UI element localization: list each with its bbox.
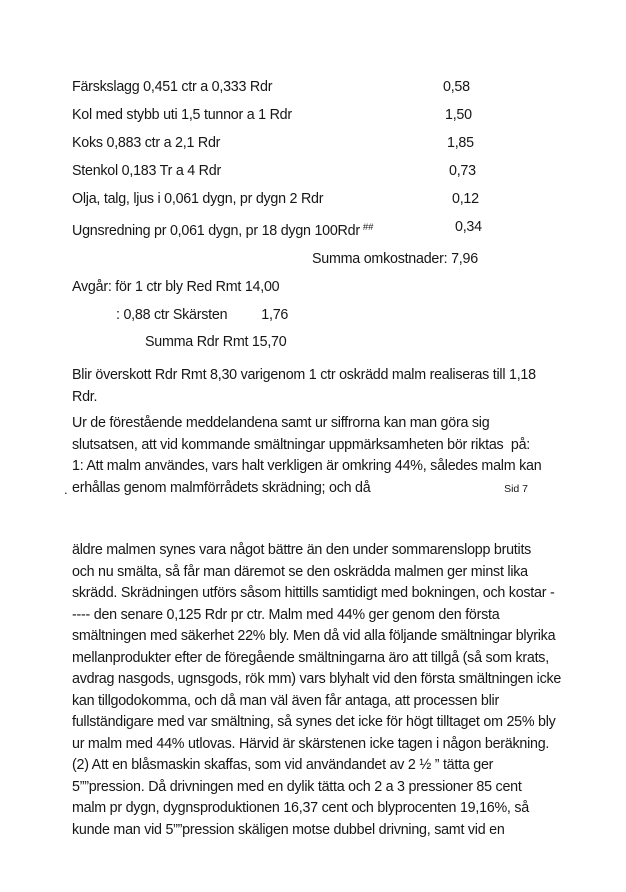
- text-line: mellanprodukter efter de föregående smältningarna äro att tillgå (så som krats,: [72, 649, 549, 666]
- page-number: Sid 7: [504, 483, 528, 495]
- paragraph-overskott: [72, 365, 572, 408]
- text-line: erhållas genom malmförrådets skrädning; och då: [72, 479, 371, 496]
- text-line: skrädd. Skrädningen utförs såsom hittills samtidigt med bokningen, och kostar -: [72, 585, 555, 601]
- expense-amount: 0,58: [443, 79, 470, 95]
- text-line: Ur de förestående meddelandena samt ur siffrorna kan man göra sig: [72, 415, 490, 431]
- text-line: kan tillgodokomma, och då man väl även får antaga, att processen blir: [72, 692, 499, 709]
- text-line: avdrag nasgods, ugnsgods, rök mm) vars blyhalt vid den första smältningen icke: [72, 671, 562, 687]
- stray-period: .: [64, 482, 68, 497]
- expense-list: [72, 77, 572, 242]
- text-line: slutsatsen, att vid kommande smältningar uppmärksamheten bör riktas på:: [72, 436, 530, 453]
- document-content: [64, 0, 572, 841]
- deduction-skarsten-text: : 0,88 ctr Skärsten: [116, 307, 228, 323]
- expense-row: [72, 105, 572, 126]
- deduction-line-bly: Avgår: för 1 ctr bly Red Rmt 14,00: [72, 279, 280, 295]
- expense-label: Olja, talg, ljus i 0,061 dygn, pr dygn 2 Rdr: [72, 191, 324, 207]
- text-line: och nu smälta, så får man däremot se den oskrädda malmen ger minst lika: [72, 563, 528, 580]
- text-line: (2) Att en blåsmaskin skaffas, som vid användandet av 2 ½ ” tätta ger: [72, 757, 494, 773]
- expense-row: [72, 217, 572, 242]
- text-line: smältningen med säkerhet 22% bly. Men då vid alla följande smältningar blyrika: [72, 628, 556, 644]
- paragraph-next-page: [72, 540, 572, 841]
- expense-label-superscript: ##: [362, 222, 374, 233]
- text-line: fullständigare med var smältning, så synes det icke för högt tilltaget om 25% bly: [72, 714, 556, 730]
- text-line: ur malm med 44% utlovas. Härvid är skärstenen icke tagen i någon beräkning.: [72, 735, 550, 752]
- expense-amount: 0,73: [449, 163, 476, 179]
- expense-row: [72, 189, 572, 210]
- text-line: 1: Att malm användes, vars halt verkligen är omkring 44%, således malm kan: [72, 458, 542, 474]
- text-line: ---- den senare 0,125 Rdr pr ctr. Malm med 44% ger genom den första: [72, 606, 500, 623]
- expense-row: [72, 77, 572, 98]
- expense-amount: 1,85: [447, 135, 474, 151]
- deduction-skarsten-amount: 1,76: [261, 307, 289, 323]
- page-footer: [64, 482, 528, 497]
- expense-label: Koks 0,883 ctr a 2,1 Rdr: [72, 135, 221, 151]
- expense-row: [72, 133, 572, 154]
- expense-amount: 1,50: [445, 107, 472, 123]
- total-costs-line: Summa omkostnader: 7,96: [312, 251, 478, 267]
- text-line: Rdr.: [72, 388, 98, 405]
- text-line: 5””pression. Då drivningen med en dylik tätta och 2 a 3 pressioner 85 cent: [72, 778, 522, 795]
- text-line: Blir överskott Rdr Rmt 8,30 varigenom 1 ctr oskrädd malm realiseras till 1,18: [72, 367, 536, 383]
- text-line: kunde man vid 5””pression skäligen motse dubbel drivning, samt vid en: [72, 821, 505, 838]
- text-line: äldre malmen synes vara något bättre än den under sommarenslopp brutits: [72, 542, 532, 558]
- expense-label: Stenkol 0,183 Tr a 4 Rdr: [72, 163, 221, 179]
- expense-amount: 0,12: [452, 191, 479, 207]
- expense-label: Ugnsredning pr 0,061 dygn, pr 18 dygn 100Rdr: [72, 223, 360, 239]
- expense-row: [72, 161, 572, 182]
- text-line: malm pr dygn, dygnsproduktionen 16,37 cent och blyprocenten 19,16%, så: [72, 800, 529, 816]
- deduction-sum-line: Summa Rdr Rmt 15,70: [145, 334, 287, 350]
- expense-label: Färskslagg 0,451 ctr a 0,333 Rdr: [72, 79, 273, 95]
- deduction-line-skarsten: [116, 305, 572, 326]
- expense-amount: 0,34: [455, 219, 482, 235]
- expense-label: Kol med stybb uti 1,5 tunnor a 1 Rdr: [72, 107, 292, 123]
